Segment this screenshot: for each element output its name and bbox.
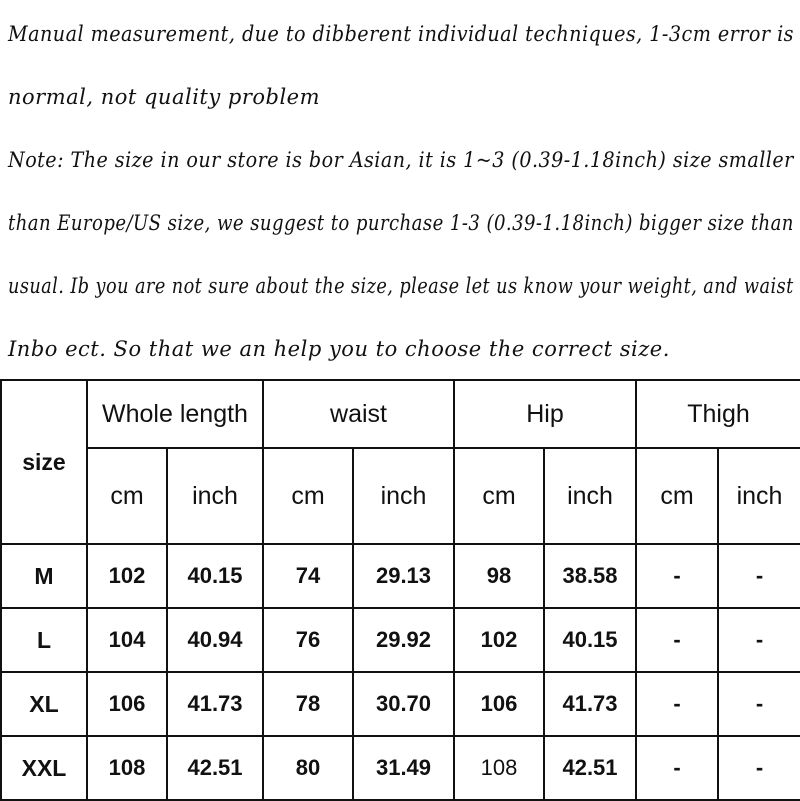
table-cell: 102 <box>87 544 167 608</box>
table-cell: 76 <box>263 608 353 672</box>
table-cell: 106 <box>454 672 544 736</box>
table-row <box>1 608 800 672</box>
table-cell: - <box>636 544 718 608</box>
unit-header: cm <box>454 448 544 544</box>
unit-header: inch <box>353 448 454 544</box>
table-cell: 41.73 <box>544 672 636 736</box>
table-cell: 31.49 <box>353 736 454 800</box>
table-cell: - <box>636 736 718 800</box>
unit-header: inch <box>544 448 636 544</box>
table-cell: - <box>636 608 718 672</box>
table-cell: 108 <box>87 736 167 800</box>
note-line: than Europe/US size, we suggest to purchase 1-3 (0.39-1.18inch) bigger size than <box>8 211 794 235</box>
table-cell: 80 <box>263 736 353 800</box>
unit-header: cm <box>263 448 353 544</box>
table-cell: - <box>718 608 800 672</box>
group-header-whole-length: Whole length <box>87 380 263 448</box>
table-cell: 40.94 <box>167 608 263 672</box>
note-line: normal, not quality problem <box>8 85 321 109</box>
table-row <box>1 544 800 608</box>
unit-header: cm <box>636 448 718 544</box>
size-label: XXL <box>1 736 87 800</box>
table-cell: 38.58 <box>544 544 636 608</box>
note-line: usual. Ib you are not sure about the size, please let us know your weight, and waist <box>8 274 794 298</box>
table-cell: 102 <box>454 608 544 672</box>
table-cell: 98 <box>454 544 544 608</box>
table-cell: 42.51 <box>544 736 636 800</box>
unit-header: inch <box>718 448 800 544</box>
unit-row <box>1 448 800 544</box>
size-header: size <box>1 380 87 544</box>
group-header-thigh: Thigh <box>636 380 800 448</box>
table-cell: 108 <box>454 736 544 800</box>
unit-header: inch <box>167 448 263 544</box>
table-cell: 29.13 <box>353 544 454 608</box>
table-cell: 104 <box>87 608 167 672</box>
size-label: L <box>1 608 87 672</box>
group-header-waist: waist <box>263 380 454 448</box>
table-cell: 40.15 <box>544 608 636 672</box>
note-line: Manual measurement, due to dibberent individual techniques, 1-3cm error is <box>8 22 794 46</box>
size-label: M <box>1 544 87 608</box>
table-cell: 42.51 <box>167 736 263 800</box>
size-label: XL <box>1 672 87 736</box>
table-cell: - <box>718 672 800 736</box>
table-cell: 78 <box>263 672 353 736</box>
size-chart-table <box>0 379 800 801</box>
table-cell: 30.70 <box>353 672 454 736</box>
table-cell: - <box>636 672 718 736</box>
note-line: Note: The size in our store is bor Asian, it is 1~3 (0.39-1.18inch) size smaller <box>8 148 794 172</box>
header-row <box>1 380 800 448</box>
table-row <box>1 672 800 736</box>
table-cell: 106 <box>87 672 167 736</box>
table-cell: 74 <box>263 544 353 608</box>
table-cell: - <box>718 736 800 800</box>
table-row <box>1 736 800 800</box>
table-cell: 40.15 <box>167 544 263 608</box>
table-cell: - <box>718 544 800 608</box>
table-cell: 29.92 <box>353 608 454 672</box>
size-note <box>0 0 800 380</box>
group-header-hip: Hip <box>454 380 636 448</box>
unit-header: cm <box>87 448 167 544</box>
table-cell: 41.73 <box>167 672 263 736</box>
note-line: Inbo ect. So that we an help you to choose the correct size. <box>8 337 670 361</box>
